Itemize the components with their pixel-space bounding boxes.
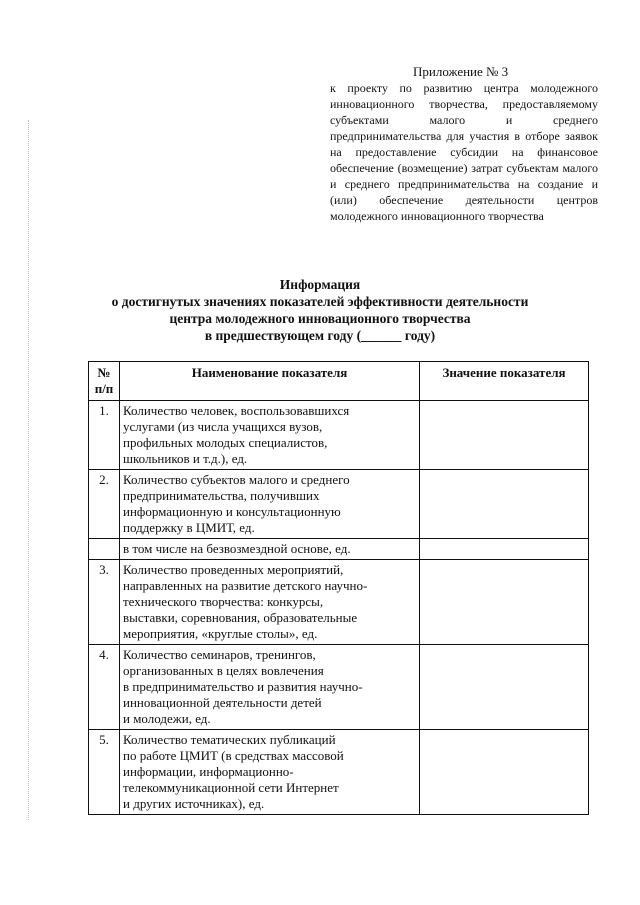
indicator-name-line: и молодежи, ед. — [123, 711, 211, 726]
indicator-name-line: Количество тематических публикаций — [123, 732, 336, 747]
row-indicator-name — [120, 539, 420, 560]
heading-title: Информация — [279, 277, 361, 292]
row-indicator-value[interactable] — [420, 645, 589, 730]
row-indicator-value[interactable] — [420, 401, 589, 470]
table-body — [89, 401, 589, 815]
indicator-name-line: Количество субъектов малого и среднего — [123, 472, 350, 487]
scan-margin-marks — [28, 120, 33, 820]
indicator-name-line: Количество проведенных мероприятий, — [123, 562, 344, 577]
appendix-line: инновационного творчества, предоставляемому — [330, 97, 598, 111]
heading-line: о достигнутых значениях показателей эффективности деятельности — [111, 294, 529, 309]
col-header-number-line: № — [97, 365, 111, 380]
indicator-name-line: организованных в целях вовлечения — [123, 663, 324, 678]
row-number: 5. — [89, 730, 120, 815]
indicator-name-line: в предпринимательство и развития научно- — [123, 679, 363, 694]
appendix-line: предпринимательства на создание и (или) — [330, 177, 598, 207]
row-number — [89, 539, 120, 560]
appendix-line: молодежного инновационного творчества — [330, 209, 544, 223]
indicator-name-line: Количество семинаров, тренингов, — [123, 647, 316, 662]
appendix-title: Приложение № 3 — [413, 64, 509, 79]
indicators-table — [88, 361, 589, 815]
col-header-value: Значение показателя — [420, 362, 589, 401]
appendix-text — [330, 80, 598, 224]
table-row — [89, 539, 589, 560]
indicator-name-line: поддержку в ЦМИТ, ед. — [123, 520, 255, 535]
indicator-name-line: профильных молодых специалистов, — [123, 435, 328, 450]
table-row — [89, 730, 589, 815]
indicator-name-line: и других источниках), ед. — [123, 796, 265, 811]
row-number: 1. — [89, 401, 120, 470]
row-indicator-value[interactable] — [420, 539, 589, 560]
row-indicator-value[interactable] — [420, 470, 589, 539]
col-header-number — [89, 362, 120, 401]
table-row — [89, 560, 589, 645]
appendix-line: заявок на предоставление субсидии — [330, 129, 598, 159]
row-indicator-name — [120, 401, 420, 470]
indicator-name-line: телекоммуникационной сети Интернет — [123, 780, 339, 795]
appendix-line: затрат субъектам малого и среднего — [330, 161, 599, 191]
indicator-name-line: по работе ЦМИТ (в средствах массовой — [123, 748, 344, 763]
indicator-name-line: услугами (из числа учащихся вузов, — [123, 419, 323, 434]
row-indicator-value[interactable] — [420, 560, 589, 645]
indicator-name-line: в том числе на безвозмездной основе, ед. — [123, 541, 351, 556]
col-header-number-line: п/п — [94, 381, 114, 396]
heading-line: в предшествующем году (______ году) — [204, 328, 436, 343]
table-row — [89, 645, 589, 730]
indicator-name-line: предпринимательства, получивших — [123, 488, 320, 503]
appendix-line: предпринимательства для участия в отборе — [330, 129, 565, 143]
table-header-row — [89, 362, 589, 401]
row-number: 4. — [89, 645, 120, 730]
indicator-name-line: Количество человек, воспользовавшихся — [123, 403, 350, 418]
table-row — [89, 470, 589, 539]
indicator-name-line: информации, информационно- — [123, 764, 294, 779]
row-indicator-name — [120, 470, 420, 539]
appendix-line: субъектами малого и среднего — [330, 113, 598, 127]
row-indicator-name — [120, 560, 420, 645]
row-number: 3. — [89, 560, 120, 645]
table-row — [89, 401, 589, 470]
appendix-line: на финансовое обеспечение (возмещение) — [330, 145, 599, 175]
indicator-name-line: выставки, соревнования, образовательные — [123, 610, 358, 625]
col-header-name: Наименование показателя — [120, 362, 420, 401]
indicator-name-line: информационную и консультационную — [123, 504, 341, 519]
heading-line: центра молодежного инновационного творчества — [169, 311, 471, 326]
indicator-name-line: инновационной деятельности детей — [123, 695, 322, 710]
indicator-name-line: мероприятия, «круглые столы», ед. — [123, 626, 318, 641]
row-indicator-value[interactable] — [420, 730, 589, 815]
row-indicator-name — [120, 645, 420, 730]
indicator-name-line: школьников и т.д.), ед. — [123, 451, 248, 466]
indicator-name-line: направленных на развитие детского научно- — [123, 578, 368, 593]
appendix-line: к проекту по развитию центра молодежного — [330, 81, 598, 95]
row-indicator-name — [120, 730, 420, 815]
document-heading — [95, 276, 545, 344]
row-number: 2. — [89, 470, 120, 539]
indicator-name-line: технического творчества: конкурсы, — [123, 594, 324, 609]
appendix-line: обеспечение деятельности центров — [379, 193, 598, 207]
